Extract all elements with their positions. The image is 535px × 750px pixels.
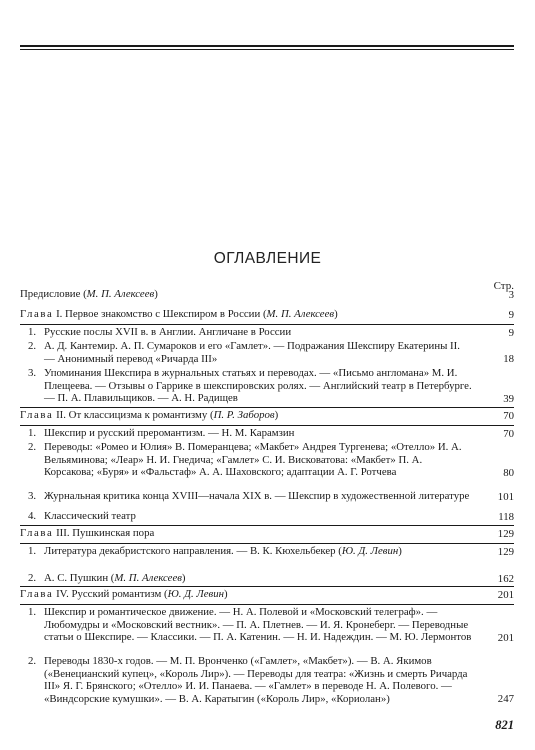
section-page: 118 [498, 510, 514, 523]
toc-entry-preface[interactable]: Предисловие (М. П. Алексеев) 3 [20, 288, 514, 301]
section-number: 2. [28, 441, 37, 453]
section-number: 2. [28, 340, 37, 352]
section-page: 18 [503, 353, 514, 366]
toc-chapter-1[interactable]: Глава I. Первое знакомство с Шекспиром в России (М. П. Алексеев) 9 [20, 308, 514, 321]
toc-section[interactable] [28, 427, 514, 440]
section-number: 3. [28, 367, 37, 379]
section-page: 101 [497, 490, 514, 503]
page-number: 821 [495, 718, 514, 732]
chapter-separator [20, 586, 514, 587]
toc-section[interactable] [28, 655, 514, 705]
section-text: А. Д. Кантемир. А. П. Сумароков и его «Гамлет». — Подражания Шекспиру Екатерины II. — Анонимный перевод «Ричарда III» [44, 340, 460, 365]
section-text: Шекспир и русский преромантизм. — Н. М. Карамзин [44, 427, 295, 439]
toc-section[interactable] [28, 441, 514, 479]
toc-chapter-3[interactable] [20, 527, 514, 540]
section-page: 70 [503, 427, 514, 440]
chapter-separator [20, 604, 514, 605]
section-text: Переводы: «Ромео и Юлия» В. Померанцева; «Макбет» Андрея Тургенева; «Отелло» И. А. Вельяминова; «Леар» Н. И. Гнедича; «Гамлет» С. И. Висковатова: «Макбет» П. А. Корсакова; «Буря» и «Фальстаф» А. А. Шаховского; адаптации А. Г. Ротчева [44, 441, 462, 479]
chapter-title: III. Пушкинская пора [56, 527, 155, 539]
chapter-author: М. П. Алексеев [266, 308, 335, 320]
section-text: Шекспир и романтическое движение. — Н. А. Полевой и «Московский телеграф». — Любомудры и «Московский вестник». — П. А. Плетнев. — И. Я. Кронеберг. — Переводные статьи о Шекспире. — Классики. — П. А. Катенин. — Н. И. Надеждин. — М. Ю. Лермонтов [44, 606, 472, 644]
toc-chapter-2[interactable]: Глава II. От классицизма к романтизму (П. Р. Заборов) 70 [20, 409, 514, 422]
chapter-label: Глава [20, 409, 54, 421]
top-double-rule-thin [20, 49, 514, 50]
toc-section[interactable] [28, 326, 514, 339]
toc-section[interactable] [28, 490, 514, 503]
section-number: 1. [28, 545, 37, 557]
section-text: Переводы 1830-х годов. — М. П. Вронченко («Гамлет», «Макбет»). — В. А. Якимов («Венецианский купец», «Король Лир»). — Переводы для театра: «Жизнь и смерть Ричарда III» Я. Г. Брянского; «Отелло» И. И. Панаева. — «Гамлет» в переводе Н. А. Полевого. — «Виндсорские кумушки». — В. А. Каратыгин («Король Лир», «Кориолан») [44, 655, 468, 705]
section-page: 247 [497, 693, 514, 706]
toc-section[interactable] [28, 340, 514, 365]
chapter-label: Глава [20, 527, 54, 539]
section-number: 1. [28, 427, 37, 439]
section-author: М. П. Алексеев [114, 572, 182, 584]
section-number: 4. [28, 510, 37, 522]
section-author: Ю. Д. Левин [341, 545, 399, 557]
toc-section[interactable] [28, 367, 514, 405]
toc-chapter-4[interactable]: Глава IV. Русский романтизм (Ю. Д. Левин) 201 [20, 588, 514, 601]
chapter-label: Глава [20, 308, 54, 320]
section-number: 2. [28, 655, 37, 667]
section-page: 129 [497, 545, 514, 558]
section-text: Литература декабристского направления. — В. К. Кюхельбекер ( [44, 545, 342, 557]
preface-title: Предисловие ( [20, 288, 87, 300]
section-page: 80 [503, 466, 514, 479]
toc-section[interactable]: 1. Литература декабристского направления. — В. К. Кюхельбекер (Ю. Д. Левин) 129 [28, 545, 514, 558]
chapter-separator [20, 324, 514, 325]
toc-section[interactable] [28, 606, 514, 644]
chapter-title: II. От классицизма к романтизму ( [56, 409, 214, 421]
section-text: Классический театр [44, 510, 136, 522]
section-text: Упоминания Шекспира в журнальных статьях и переводах. — «Письмо англомана» М. И. Плещеева. — Отзывы о Гаррике в шекспировских ролях. — Английский театр в Петербурге. — П. А. Плавильщиков. — А. Н. Радищев [44, 367, 472, 405]
section-number: 2. [28, 572, 37, 584]
section-number: 1. [28, 606, 37, 618]
section-text: Журнальная критика конца XVIII—начала XIX в. — Шекспир в художественной литературе [44, 490, 470, 502]
preface-page: 3 [508, 288, 514, 301]
chapter-page: 70 [503, 409, 514, 422]
toc-section[interactable] [28, 510, 514, 523]
chapter-separator [20, 407, 514, 408]
toc-section[interactable]: 2. А. С. Пушкин (М. П. Алексеев) 162 [28, 572, 514, 585]
chapter-separator [20, 525, 514, 526]
preface-author: М. П. Алексеев [86, 288, 155, 300]
page-column-label: Стр. [493, 280, 514, 292]
chapter-separator [20, 425, 514, 426]
chapter-separator [20, 543, 514, 544]
chapter-author: П. Р. Заборов [213, 409, 275, 421]
section-text: Русские послы XVII в. в Англии. Англичане в России [44, 326, 292, 338]
section-page: 201 [497, 631, 514, 644]
section-page: 162 [497, 572, 514, 585]
section-page: 39 [503, 392, 514, 405]
top-double-rule-thick [20, 45, 514, 47]
chapter-page: 201 [497, 588, 514, 601]
section-text: А. С. Пушкин ( [44, 572, 115, 584]
contents-heading: ОГЛАВЛЕНИЕ [213, 250, 322, 267]
chapter-label: Глава [20, 588, 54, 600]
chapter-author: Ю. Д. Левин [167, 588, 224, 600]
chapter-title: I. Первое знакомство с Шекспиром в России ( [56, 308, 267, 320]
chapter-page: 9 [508, 308, 514, 321]
section-number: 3. [28, 490, 37, 502]
chapter-title: IV. Русский романтизм ( [56, 588, 168, 600]
section-number: 1. [28, 326, 37, 338]
chapter-page: 129 [497, 527, 514, 540]
section-page: 9 [508, 326, 514, 339]
